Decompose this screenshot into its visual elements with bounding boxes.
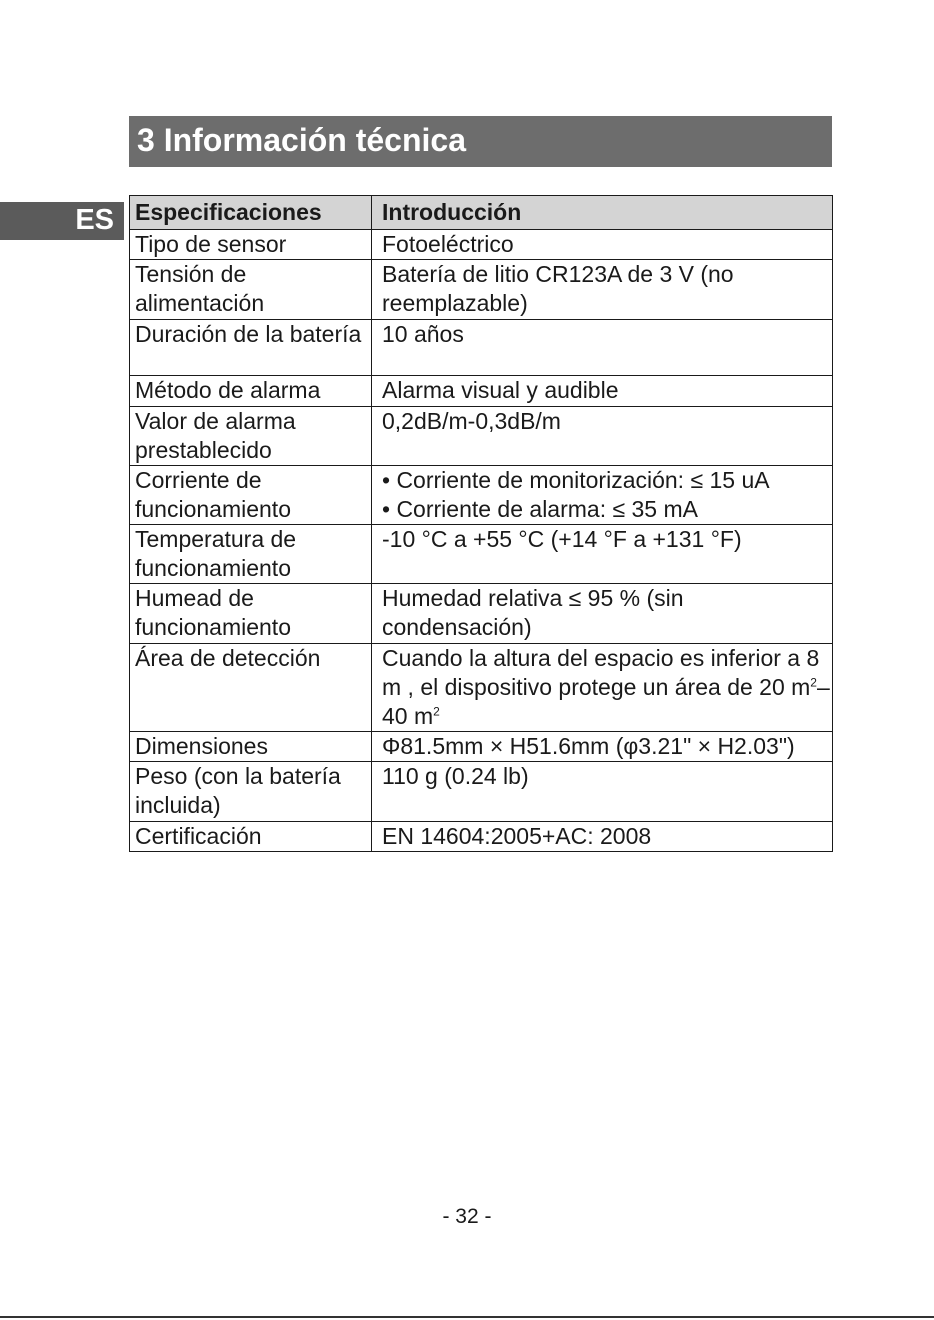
spec-value-line: • Corriente de monitorización: ≤ 15 uA bbox=[382, 467, 770, 493]
spec-value: 110 g (0.24 lb) bbox=[372, 762, 833, 822]
spec-label: Dimensiones bbox=[130, 732, 372, 762]
page-number: - 32 - bbox=[442, 1205, 492, 1228]
spec-value: Φ81.5mm × H51.6mm (φ3.21" × H2.03") bbox=[372, 732, 833, 762]
table-row bbox=[130, 644, 833, 732]
spec-value: Batería de litio CR123A de 3 V (no reemplazable) bbox=[372, 260, 833, 320]
header-specs: Especificaciones bbox=[130, 196, 372, 230]
table-row bbox=[130, 376, 833, 407]
spec-table bbox=[129, 195, 833, 852]
spec-label: Método de alarma bbox=[130, 376, 372, 407]
section-title: 3 Información técnica bbox=[137, 122, 466, 158]
table-row bbox=[130, 407, 833, 466]
table-row bbox=[130, 822, 833, 852]
bottom-divider bbox=[0, 1316, 934, 1318]
spec-label: Corriente de funcionamiento bbox=[130, 466, 372, 525]
spec-label: Tensión de alimentación bbox=[130, 260, 372, 320]
spec-value-line: • Corriente de alarma: ≤ 35 mA bbox=[382, 496, 698, 522]
table-row bbox=[130, 732, 833, 762]
section-title-bar bbox=[129, 116, 832, 167]
spec-label: Peso (con la batería incluida) bbox=[130, 762, 372, 822]
table-row bbox=[130, 260, 833, 320]
spec-value: Alarma visual y audible bbox=[372, 376, 833, 407]
spec-label: Humead de funcionamiento bbox=[130, 584, 372, 644]
spec-value: 10 años bbox=[372, 320, 833, 376]
spec-value bbox=[372, 644, 833, 732]
table-row bbox=[130, 762, 833, 822]
spec-label: Valor de alarma prestablecido bbox=[130, 407, 372, 466]
spec-value-text: –40 m bbox=[382, 674, 830, 729]
table-row bbox=[130, 584, 833, 644]
table-row bbox=[130, 525, 833, 584]
spec-label: Tipo de sensor bbox=[130, 230, 372, 260]
language-tab bbox=[0, 202, 124, 240]
spec-value bbox=[372, 466, 833, 525]
spec-value: Fotoeléctrico bbox=[372, 230, 833, 260]
spec-value: Humedad relativa ≤ 95 % (sin condensación) bbox=[372, 584, 833, 644]
table-row bbox=[130, 320, 833, 376]
spec-value: EN 14604:2005+AC: 2008 bbox=[372, 822, 833, 852]
table-row bbox=[130, 466, 833, 525]
spec-label: Temperatura de funcionamiento bbox=[130, 525, 372, 584]
superscript: 2 bbox=[810, 675, 817, 690]
spec-value: 0,2dB/m-0,3dB/m bbox=[372, 407, 833, 466]
table-header-row bbox=[130, 196, 833, 230]
spec-label: Duración de la batería bbox=[130, 320, 372, 376]
spec-label: Área de detección bbox=[130, 644, 372, 732]
spec-label: Certificación bbox=[130, 822, 372, 852]
language-tab-label: ES bbox=[75, 204, 114, 236]
table-row bbox=[130, 230, 833, 260]
spec-value-text: Cuando la altura del espacio es inferior a 8 m , el dispositivo protege un área de 20 m bbox=[382, 645, 820, 700]
spec-value: -10 °C a +55 °C (+14 °F a +131 °F) bbox=[372, 525, 833, 584]
header-intro: Introducción bbox=[372, 196, 833, 230]
superscript: 2 bbox=[433, 704, 440, 719]
